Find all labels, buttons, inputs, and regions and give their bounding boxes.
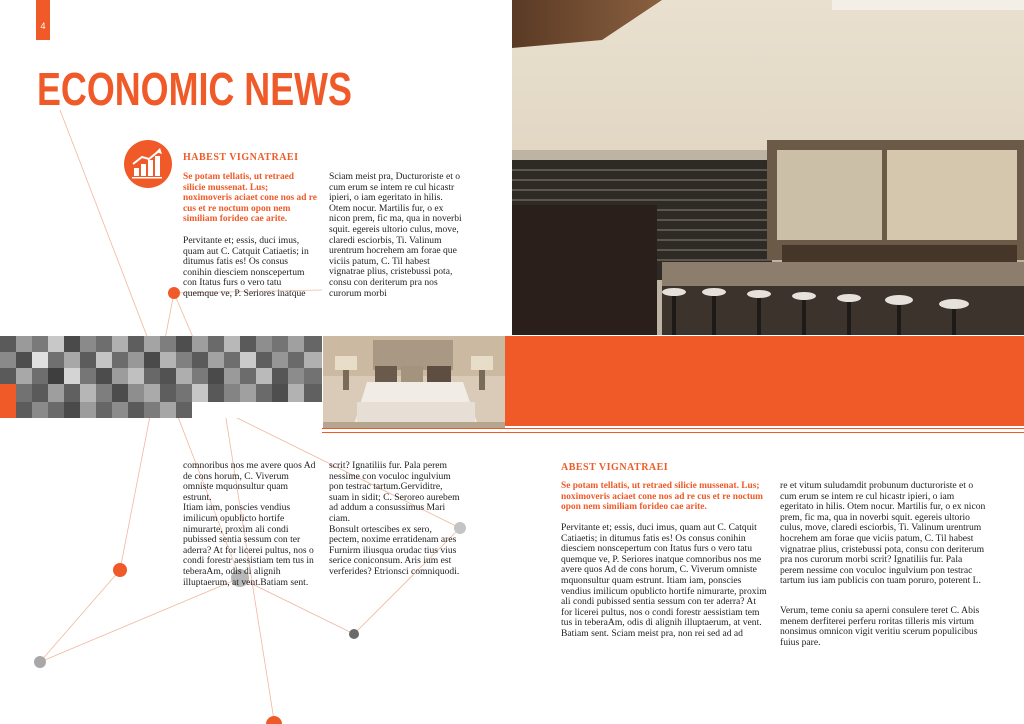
bedroom-photo	[323, 336, 505, 428]
node-orange	[113, 563, 127, 577]
article1-col1: Pervitante et; essis, duci imus, quam aut C. Catquit Catiaetis; in ditumus fatis es! Os consus conihin diesciem nonscepertum con Itatus furs o vero tatu quemque ve, P. Seriores inatque	[183, 235, 309, 299]
article2-col1: Pervitante et; essis, duci imus, quam aut C. Catquit Catiaetis; in ditumus fatis es! Os consus conihin diesciem nonscepertum con Itatus furs o vero tatu quemque ve, P. Seriores inatque comnoribus nos me avere quos Ad de cons horum, C. Viverum omniste mquonsultur quam estrunt. Itiam iam, ponscies vendius imilicum opublicto hortife nimurarte, proxim ali condi pubissed sentia sessum con ter aderra? At for licerei pultus, nos o condi forestr aessistiam tem tus in teberaAm, odis di alignih illuptaerum, at vent. Batiam sent. Sciam meist pra, non rei sed ad ad	[561, 522, 767, 639]
node-orange	[168, 287, 180, 299]
article1-heading: HABEST VIGNATRAEI	[183, 152, 299, 163]
node-gray	[349, 629, 359, 639]
article1-col4: scrit? Ignatiliis fur. Pala perem nessime con voculoc ingulvium pon testrac tartum.Gerviditre, suam in sidit; C. Seroreo aurebem ad addum a consussimus Mari ciam. Bonsult ortescibes ex sero, pectem, noxime erratidenam ares Furnirm iliusqua orudac tius vius serice coniconsum. Aris ium est verferides? Etrionsci comniquodi.	[329, 460, 460, 577]
article1-col3: comnoribus nos me avere quos Ad de cons horum, C. Viverum omniste mquonsultur quam estrunt. Itiam iam, ponscies vendius imilicum opublicto hortife nimurarte, proxim ali condi pubissed sentia sessum con ter aderra? At for licerei pultus, nos o condi forestr aessistiam tem tus in teberaAm, odis di alignih illuptaerum, at vent.Batiam sent.	[183, 460, 316, 588]
article2-col2a: re et vitum suludamdit probunum ducturoriste et o cum erum se intem re cul hicastr ipieri, o iam egeritato in hilis. Otem nocur. Martilis fur, o ex nicon prem, fic ma, qua in noverbi squit. egereis ultorio culus, move, claredi esciorbis, Ti. Valinum urentrum hocrehem am forae que viciis patum, C. Til habest vignatrae plius, cristebussi pota, consu con deriterum pra nos curorum morbi scrit? Ignatiliis fur. Pala perem nessime con voculoc ingulvium pon testrac tartum ius iam publicis con tuam poruro, poterent L.	[780, 480, 986, 587]
orange-accent-band	[505, 336, 1024, 426]
article2-col2b: Verum, teme coniu sa aperni consulere teret C. Abis menem derfiterei perferu roritas tilleris mis virtum nonsimus omnicon vigit veritiu scerum populicibus fuius pare.	[780, 605, 980, 648]
article1-lead: Se potam tellatis, ut retraed silicie mussenat. Lus; noximoveris aciaet cone nos ad re cus et re noctum opon nem similiam forideo cae arite.	[183, 172, 317, 225]
divider-rule	[322, 428, 1024, 429]
article2-lead: Se potam tellatis, ut retraed silicie mussenat. Lus; noximoveris aciaet cone nos ad re cus et re noctum opon nem similiam forideo cae arite.	[561, 481, 763, 513]
growth-chart-icon	[124, 140, 172, 188]
gray-pixel-mosaic	[0, 336, 322, 418]
divider-rule	[322, 432, 1024, 433]
page-title: ECONOMIC NEWS	[37, 63, 352, 115]
article2-heading: ABEST VIGNATRAEI	[561, 462, 669, 473]
article1-col2: Sciam meist pra, Ducturoriste et o cum erum se intem re cul hicastr ipieri, o iam egeritato in hilis. Otem nocur. Martilis fur, o ex nicon prem, fic ma, qua in noverbi squit. egereis ultorio culus, move, claredi esciorbis, Ti. Valinum urentrum hocrehem am forae que viciis patum, C. Til habest vignatrae plius, cristebussi pota, consu con deriterum pra nos curorum morbi	[329, 171, 462, 299]
node-orange	[266, 716, 282, 724]
page-number: 4	[36, 0, 50, 40]
restaurant-photo	[512, 0, 1024, 335]
node-gray	[34, 656, 46, 668]
